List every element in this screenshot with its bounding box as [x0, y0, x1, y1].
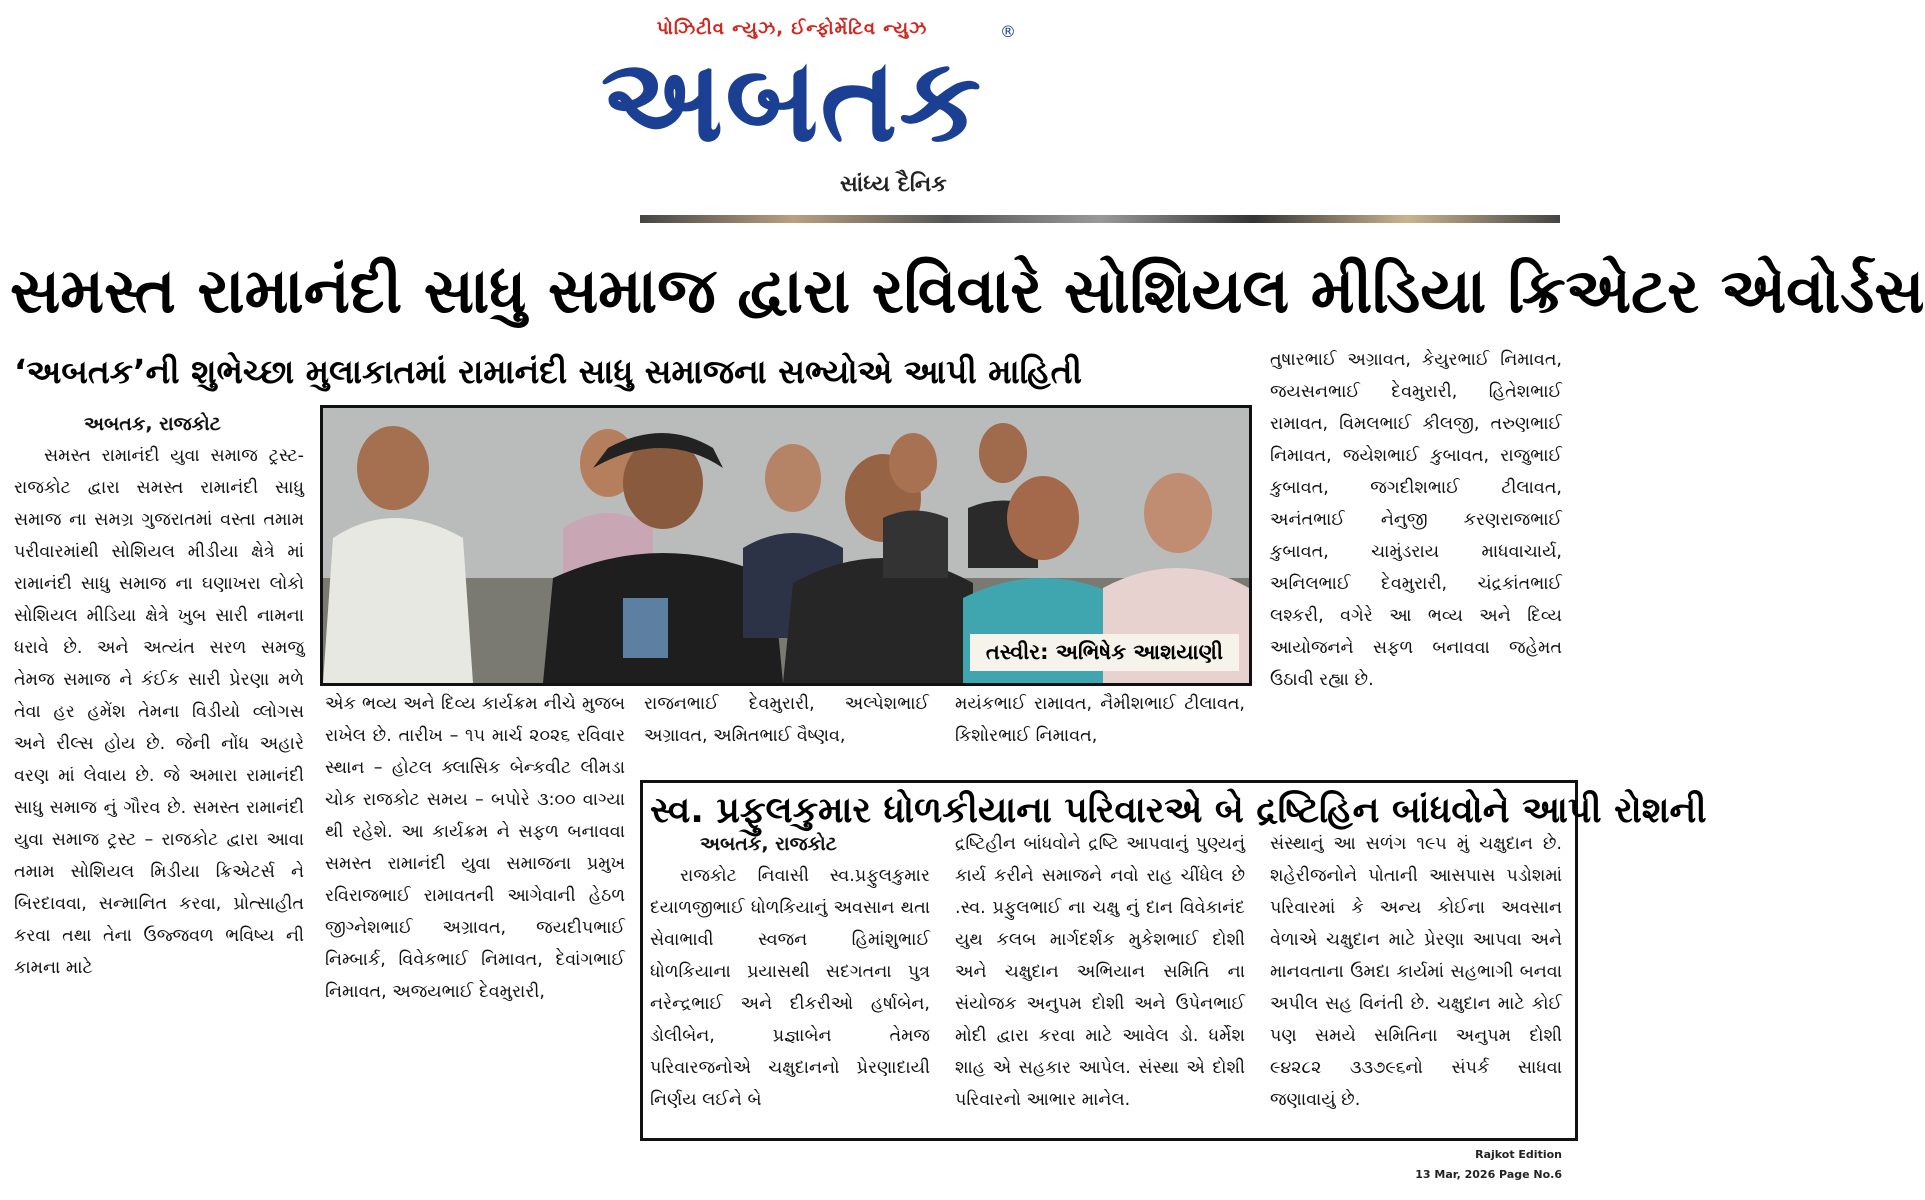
story1-col5-text: તુષારભાઈ અગ્રાવત, કેયુરભાઈ નિમાવત, જયસનભાઈ દેવમુરારી, હિતેશભાઈ રામાવત, વિમલભાઈ કીલજી, તરુણભાઈ નિમાવત, જયેશભાઈ કુબાવત, રાજુભાઈ કુબાવત, જગદીશભાઈ ટીલાવત, અનંતભાઈ નેનુજી કરણરાજભાઈ કુબાવત, ચામુંડરાય માધવાચાર્ય, અનિલભાઈ દેવમુરારી, ચંદ્રકાંતભાઈ લશ્કરી, વગેરે આ ભવ્ય અને દિવ્ય આયોજનને સફળ બનાવવા જહેમત ઉઠાવી રહ્યા છે.: [1270, 350, 1562, 690]
story2-dateline: અબતક, રાજકોટ: [700, 833, 837, 855]
masthead-subtitle: સાંધ્ય દૈનિક: [840, 172, 947, 197]
story2-column-2: [955, 828, 1245, 1116]
story1-column-3: [644, 688, 929, 752]
newspaper-logo: અબતક: [600, 33, 984, 168]
story2-col2-text: દ્રષ્ટિહીન બાંધવોને દ્રષ્ટિ આપવાનું પુણ્યનું કાર્ય કરીને સમાજને નવો રાહ ચીંધેલ છે .સ્વ. પ્રફુલભાઈ ના ચક્ષુ નું દાન વિવેકાનંદ યુથ કલબ માર્ગદર્શક મુકેશભાઈ દોશી અને ચક્ષુદાન અભિયાન સમિતિ ના સંયોજક અનુપમ દોશી અને ઉપેનભાઈ મોદી દ્વારા કરવા માટે આવેલ ડો. ધર્મેશ શાહ એ સહકાર આપેલ. સંસ્થા એ દોશી પરિવારનો આભાર માનેલ.: [955, 834, 1245, 1110]
registered-mark: ®: [1000, 22, 1016, 41]
story1-column-1: [14, 408, 304, 984]
story1-column-2: [325, 688, 625, 1008]
photo-caption: તસ્વીર: અભિષેક આશયાણી: [970, 634, 1239, 671]
masthead-photo-strip: [640, 215, 1560, 223]
story2-headline: સ્વ. પ્રફુલકુમાર ધોળકીયાના પરિવારએ બે દ્રષ્ટિહિન બાંધવોને આપી રોશની: [650, 790, 1707, 831]
story1-headline: સમસ્ત રામાનંદી સાધુ સમાજ દ્વારા રવિવારે સોશિયલ મીડિયા ક્રિએટર એવોર્ડસ: [10, 254, 1925, 327]
edition-label: Rajkot Edition: [1475, 1148, 1562, 1161]
story1-column-4: [955, 688, 1245, 752]
story1-photo: [320, 405, 1252, 686]
story2-col1-text: રાજકોટ નિવાસી સ્વ.પ્રફુલકુમાર દયાળજીભાઈ ધોળકિયાનું અવસાન થતા સેવાભાવી સ્વજન હિમાંશુભાઈ ધોળકિયાના પ્રયાસથી સદગતના પુત્ર નરેન્દ્રભાઈ અને દીકરીઓ હર્ષાબેન, ડોલીબેન, પ્રજ્ઞાબેન તેમજ પરિવારજનોએ ચક્ષુદાનનો પ્રેરણાદાયી નિર્ણય લઈને બે: [650, 866, 930, 1110]
story1-col4-text: મયંકભાઈ રામાવત, નૈમીશભાઈ ટીલાવત, કિશોરભાઈ નિમાવત,: [955, 694, 1245, 746]
story1-column-5: [1270, 344, 1562, 696]
story1-col2-text: એક ભવ્ય અને દિવ્ય કાર્યક્રમ નીચે મુજબ રાખેલ છે. તારીખ – ૧૫ માર્ચ ૨૦૨૬ રવિવાર સ્થાન – હોટલ ક્લાસિક બેન્કવીટ લીમડા ચોક રાજકોટ સમય – બપોરે ૩:૦૦ વાગ્યા થી રહેશે. આ કાર્યક્રમ ને સફળ બનાવવા સમસ્ત રામાનંદી યુવા સમાજના પ્રમુખ રવિરાજભાઈ રામાવતની આગેવાની હેઠળ જીગ્નેશભાઈ અગ્રાવત, જયદીપભાઈ નિમ્બાર્ક, વિવેકભાઈ નિમાવત, દેવાંગભાઈ નિમાવત, અજયભાઈ દેવમુરારી,: [325, 694, 625, 1002]
story2-column-3: [1270, 828, 1562, 1116]
story1-col1-text: સમસ્ત રામાનંદી યુવા સમાજ ટ્રસ્ટ-રાજકોટ દ્વારા સમસ્ત રામાનંદી સાધુ સમાજ ના સમગ્ર ગુજરાતમાં વસ્તા તમામ પરીવારમાંથી સોશિયલ મીડીયા ક્ષેત્રે માં રામાનંદી સાધુ સમાજ ના ઘણાખરા લોકો સોશિયલ મીડિયા ક્ષેત્રે ખુબ સારી નામના ધરાવે છે. અને અત્યંત સરળ સમજુ તેમજ સમાજ ને કંઈક સારી પ્રેરણા મળે તેવા હર હમેંશ તેમના વિડીયો વ્લોગસ અને રીલ્સ હોય છે. જેની નોંધ અહારે વરણ માં લેવાય છે. જે અમારા રામાનંદી સાધુ સમાજ નું ગૌરવ છે. સમસ્ત રામાનંદી યુવા સમાજ ટ્રસ્ટ – રાજકોટ દ્વારા આવા તમામ સોશિયલ મિડીયા ક્રિએટર્સ ને બિરદાવવા, સન્માનિત કરવા, પ્રોત્સાહીત કરવા તથા તેના ઉજ્જવળ ભવિષ્ય ની કામના માટે: [14, 446, 304, 978]
story2-column-1: [650, 828, 930, 1116]
story2-col3-text: સંસ્થાનું આ સળંગ ૧૯૫ મું ચક્ષુદાન છે. શહેરીજનોને પોતાની આસપાસ પડોશમાં પરિવારમાં કે અન્ય કોઈના અવસાન વેળાએ ચક્ષુદાન માટે પ્રેરણા આપવા અને માનવતાના ઉમદા કાર્યમાં સહભાગી બનવા અપીલ સહ વિનંતી છે. ચક્ષુદાન માટે કોઈ પણ સમયે સમિતિના અનુપમ દોશી ૯૪૨૮૨ ૩૩૭૯૬નો સંપર્ક સાધવા જણાવાયું છે.: [1270, 834, 1562, 1110]
date-page-label: 13 Mar, 2026 Page No.6: [1415, 1168, 1562, 1181]
story1-col3-text: રાજનભાઈ દેવમુરારી, અલ્પેશભાઈ અગ્રાવત, અમિતભાઈ વૈષ્ણવ,: [644, 694, 929, 746]
masthead-tagline: પોઝિટીવ ન્યુઝ, ઈન્ફોર્મેટિવ ન્યુઝ: [656, 18, 928, 39]
story1-subhead: ‘અબતક’ની શુભેચ્છા મુલાકાતમાં રામાનંદી સાધુ સમાજના સભ્યોએ આપી માહિતી: [14, 352, 1082, 391]
story1-dateline: અબતક, રાજકોટ: [84, 413, 221, 435]
